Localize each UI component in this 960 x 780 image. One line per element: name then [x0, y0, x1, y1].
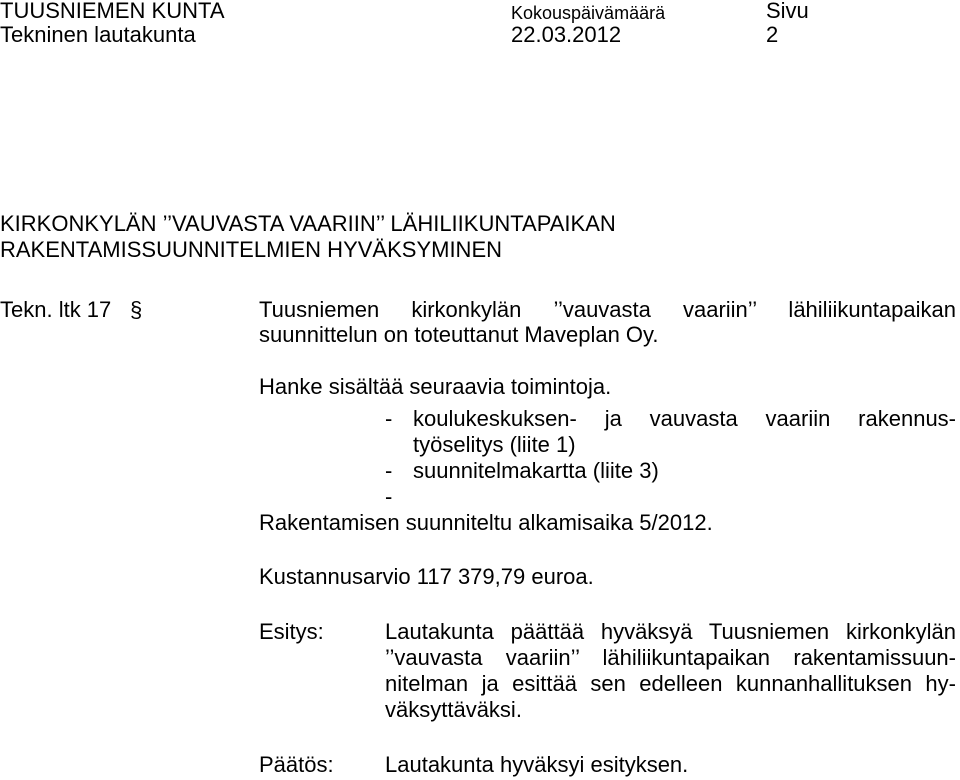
- page-number: 2: [766, 22, 779, 47]
- actions-heading: Hanke sisältää seuraavia toimintoja.: [259, 374, 612, 399]
- meeting-date-label: Kokouspäivämäärä: [511, 3, 666, 23]
- section-reference: Tekn. ltk 17: [0, 297, 112, 322]
- meeting-date: 22.03.2012: [511, 22, 622, 47]
- list-item-dash: -: [385, 458, 393, 483]
- org-name: TUUSNIEMEN KUNTA: [0, 0, 225, 23]
- intro-line-1: Tuusniemen kirkonkylän ’’vauvasta vaariin’’ lähiliikuntapaikan: [259, 297, 956, 322]
- intro-line-2: suunnittelun on toteuttanut Maveplan Oy.: [259, 322, 659, 347]
- proposal-line-4: väksyttäväksi.: [385, 697, 522, 722]
- cost-text: Kustannusarvio 117 379,79 euroa.: [259, 564, 594, 589]
- list-item-dash: -: [385, 484, 393, 509]
- list-item-line-2: työselitys (liite 1): [413, 432, 576, 457]
- decision-text: Lautakunta hyväksyi esityksen.: [385, 752, 689, 777]
- proposal-label: Esitys:: [259, 619, 324, 644]
- proposal-line-1: Lautakunta päättää hyväksyä Tuusniemen kirkonkylän: [385, 619, 956, 644]
- proposal-line-2: ’’vauvasta vaariin’’ lähiliikuntapaikan rakentamissuun-: [385, 645, 956, 670]
- board-name: Tekninen lautakunta: [0, 22, 196, 47]
- list-item-line-1: suunnitelmakartta (liite 3): [413, 458, 659, 483]
- title-line-1: KIRKONKYLÄN ’’VAUVASTA VAARIIN’’ LÄHILIIKUNTAPAIKAN: [0, 211, 616, 236]
- proposal-line-3: nitelman ja esittää sen edelleen kunnanhallituksen hy-: [385, 671, 956, 696]
- title-line-2: RAKENTAMISSUUNNITELMIEN HYVÄKSYMINEN: [0, 237, 503, 262]
- decision-label: Päätös:: [259, 752, 334, 777]
- section-sign: §: [130, 297, 143, 322]
- list-item-line-1: koulukeskuksen- ja vauvasta vaariin rakennus-: [413, 406, 956, 431]
- schedule-text: Rakentamisen suunniteltu alkamisaika 5/2012.: [259, 510, 713, 535]
- list-item-dash: -: [385, 406, 393, 431]
- page-label: Sivu: [766, 0, 809, 23]
